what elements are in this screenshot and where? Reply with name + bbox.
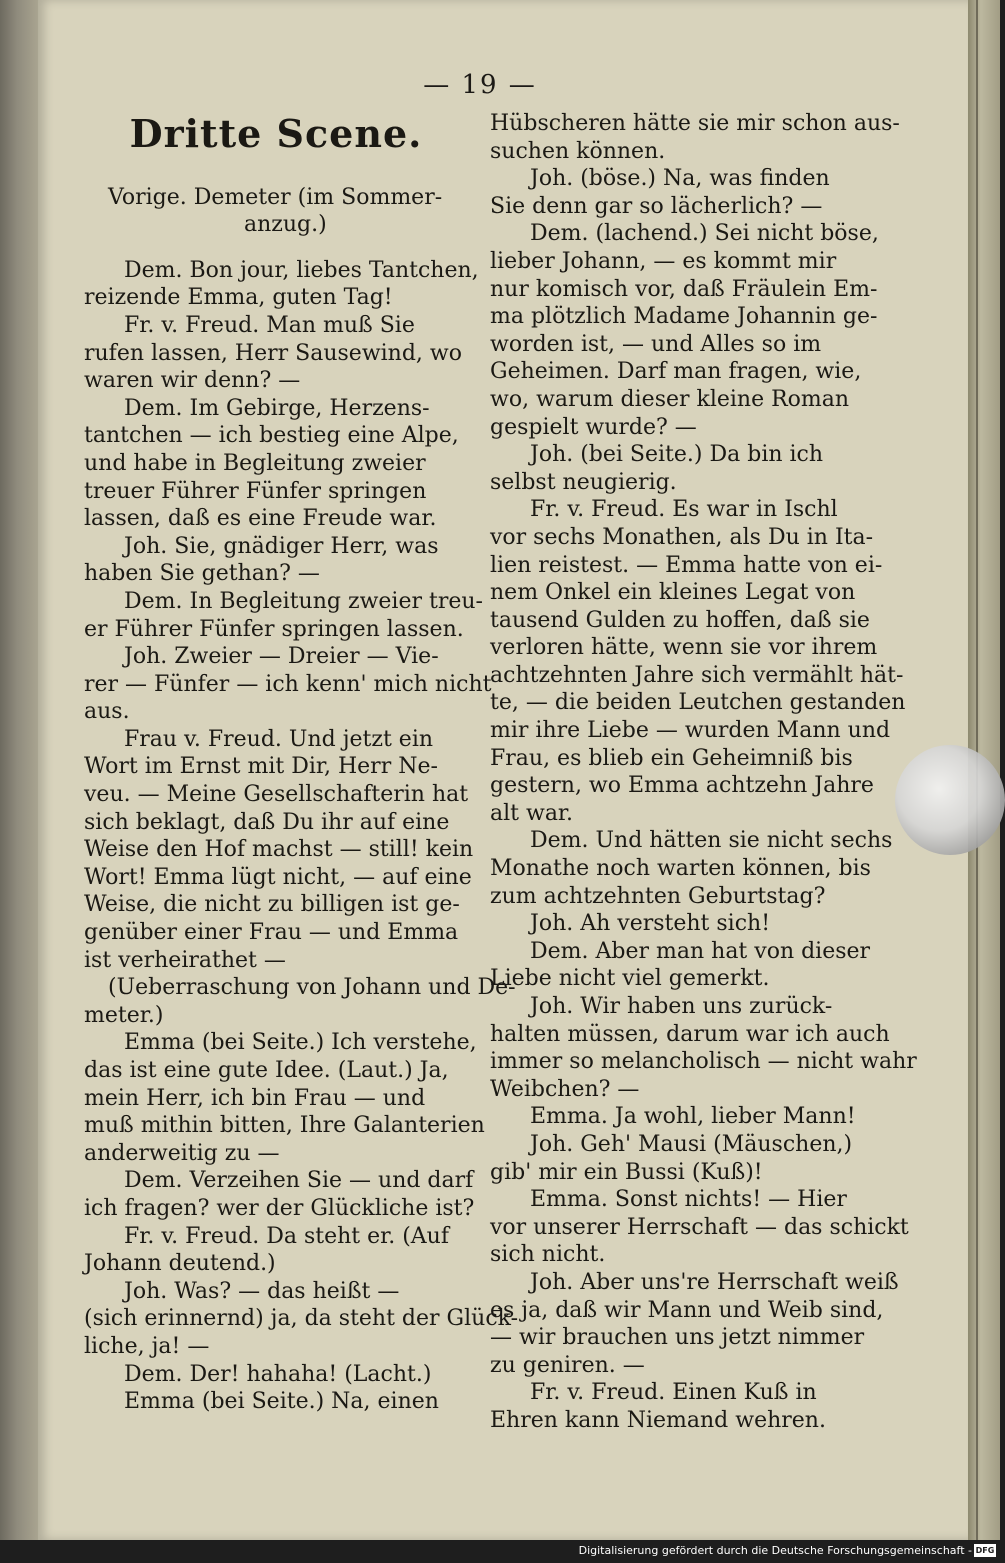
text-line: Hübscheren hätte sie mir schon aus- (490, 111, 900, 136)
text-line: Fr. v. Freud. Es war in Ischl (530, 497, 838, 523)
text-line: Sie denn gar so lächerlich? — (490, 193, 823, 219)
text-line: veu. — Meine Gesellschafterin hat (84, 782, 469, 808)
text-line: tantchen — ich bestieg eine Alpe, (84, 423, 459, 449)
text-line: Emma. Sonst nichts! — Hier (530, 1187, 847, 1213)
text-line: sich beklagt, daß Du ihr auf eine (84, 809, 450, 835)
text-line: muß mithin bitten, Ihre Galanterien (84, 1113, 485, 1139)
text-line: Joh. Ah versteht sich! (530, 911, 771, 937)
text-line: reizende Emma, guten Tag! (84, 285, 393, 311)
text-line: te, — die beiden Leutchen gestanden (490, 690, 906, 716)
text-line: Emma. Ja wohl, lieber Mann! (530, 1104, 856, 1130)
text-line: meter.) (84, 1002, 164, 1028)
text-line: es ja, daß wir Mann und Weib sind, (490, 1297, 884, 1323)
text-line: Geheimen. Darf man fragen, wie, (490, 359, 862, 385)
text-line: vor unserer Herrschaft — das schickt (490, 1214, 909, 1240)
text-line: Dem. In Begleitung zweier treu- (124, 588, 483, 614)
left-page-edge (0, 0, 38, 1540)
text-line: (sich erinnernd) ja, da steht der Glück- (84, 1306, 519, 1332)
text-line: worden ist, — und Alles so im (490, 331, 822, 357)
text-line: wo, warum dieser kleine Roman (490, 386, 850, 412)
left-column (84, 110, 519, 1416)
text-line: Joh. (böse.) Na, was finden (530, 166, 830, 192)
text-line: rer — Fünfer — ich kenn' mich nicht (84, 671, 492, 697)
text-line: gib' mir ein Bussi (Kuß)! (490, 1159, 763, 1185)
dfg-logo: DFG (975, 1546, 995, 1555)
text-line: Wort! Emma lügt nicht, — auf eine (84, 864, 472, 890)
page-number: — 19 — (423, 70, 537, 100)
text-line: Joh. Wir haben uns zurück- (530, 994, 833, 1019)
text-line: ist verheirathet — (84, 947, 286, 973)
text-line: mein Herr, ich bin Frau — und (84, 1085, 426, 1111)
text-line: Dem. Bon jour, liebes Tantchen, (124, 257, 479, 283)
magnifier-artifact (895, 745, 1005, 855)
text-line: liche, ja! — (84, 1333, 210, 1359)
text-line: Emma (bei Seite.) Ich verstehe, (124, 1030, 477, 1056)
text-line: Emma (bei Seite.) Na, einen (124, 1389, 439, 1415)
text-line: Johann deutend.) (84, 1251, 276, 1277)
text-line: das ist eine gute Idee. (Laut.) Ja, (84, 1058, 449, 1083)
text-line: und habe in Begleitung zweier (84, 450, 426, 476)
text-line: Weise den Hof machst — still! kein (84, 837, 474, 863)
text-line: Wort im Ernst mit Dir, Herr Ne- (84, 754, 438, 780)
right-column (490, 110, 917, 1435)
text-line: anzug.) (244, 212, 327, 238)
text-line: immer so melancholisch — nicht wahr (490, 1049, 917, 1075)
text-line: genüber einer Frau — und Emma (84, 920, 459, 946)
text-line: alt war. (490, 800, 574, 826)
scene-title: Dritte Scene. (129, 111, 423, 156)
text-line: ma plötzlich Madame Johannin ge- (490, 304, 878, 330)
footer-credit: Digitalisierung gefördert durch die Deutsche Forschungsgemeinschaft - (578, 1544, 972, 1557)
text-line: Dem. Und hätten sie nicht sechs (530, 828, 893, 854)
text-line: nur komisch vor, daß Fräulein Em- (490, 276, 878, 302)
text-line: waren wir denn? — (84, 368, 301, 394)
text-line: Vorige. Demeter (im Sommer- (108, 184, 443, 210)
text-line: lassen, daß es eine Freude war. (84, 506, 437, 532)
text-line: Ehren kann Niemand wehren. (490, 1407, 826, 1433)
text-line: treuer Führer Fünfer springen (84, 478, 427, 504)
text-line: gestern, wo Emma achtzehn Jahre (490, 773, 874, 799)
text-line: lien reistest. — Emma hatte von ei- (490, 552, 883, 578)
text-line: Joh. Sie, gnädiger Herr, was (124, 533, 439, 559)
text-line: ich fragen? wer der Glückliche ist? (84, 1195, 475, 1221)
text-line: Joh. Geh' Mausi (Mäuschen,) (530, 1131, 853, 1157)
text-line: haben Sie gethan? — (84, 561, 320, 587)
text-line: verloren hätte, wenn sie vor ihrem (490, 635, 878, 661)
text-line: Dem. Aber man hat von dieser (530, 938, 871, 964)
text-line: Fr. v. Freud. Einen Kuß in (530, 1380, 817, 1406)
text-line: Dem. Der! hahaha! (Lacht.) (124, 1361, 432, 1387)
text-line: Fr. v. Freud. Da steht er. (Auf (124, 1223, 449, 1249)
text-line: Joh. Zweier — Dreier — Vie- (124, 644, 439, 670)
text-line: Joh. Aber uns're Herrschaft weiß (530, 1269, 899, 1295)
text-line: er Führer Fünfer springen lassen. (84, 616, 464, 642)
text-line: anderweitig zu — (84, 1140, 280, 1166)
text-line: — wir brauchen uns jetzt nimmer (490, 1325, 865, 1351)
text-line: Weibchen? — (490, 1076, 640, 1102)
text-line: sich nicht. (490, 1242, 606, 1268)
text-line: Dem. Im Gebirge, Herzens- (124, 395, 430, 421)
text-line: nem Onkel ein kleines Legat von (490, 580, 856, 606)
text-line: mir ihre Liebe — wurden Mann und (490, 718, 891, 744)
text-line: tausend Gulden zu hoffen, daß sie (490, 607, 870, 633)
text-line: Monathe noch warten können, bis (490, 856, 871, 882)
text-line: aus. (84, 699, 130, 725)
text-line: suchen können. (490, 138, 666, 164)
text-line: Joh. (bei Seite.) Da bin ich (530, 442, 824, 468)
text-line: halten müssen, darum war ich auch (490, 1021, 890, 1047)
text-line: Frau, es blieb ein Geheimniß bis (490, 745, 853, 771)
text-line: Dem. Verzeihen Sie — und darf (124, 1168, 474, 1194)
text-line: achtzehnten Jahre sich vermählt hät- (490, 662, 904, 688)
text-line: vor sechs Monathen, als Du in Ita- (490, 524, 874, 550)
text-line: lieber Johann, — es kommt mir (490, 248, 837, 274)
text-line: selbst neugierig. (490, 469, 677, 495)
text-line: (Ueberraschung von Johann und De- (108, 975, 516, 1001)
text-line: zu geniren. — (490, 1352, 645, 1378)
text-line: Dem. (lachend.) Sei nicht böse, (530, 221, 879, 247)
text-line: Weise, die nicht zu billigen ist ge- (84, 892, 460, 918)
text-line: gespielt wurde? — (490, 414, 697, 440)
text-line: Liebe nicht viel gemerkt. (490, 966, 770, 992)
text-line: zum achtzehnten Geburtstag? (490, 883, 826, 909)
text-line: Fr. v. Freud. Man muß Sie (124, 312, 415, 338)
text-line: Frau v. Freud. Und jetzt ein (124, 726, 434, 752)
text-line: Joh. Was? — das heißt — (124, 1278, 400, 1304)
text-line: rufen lassen, Herr Sausewind, wo (84, 340, 462, 366)
